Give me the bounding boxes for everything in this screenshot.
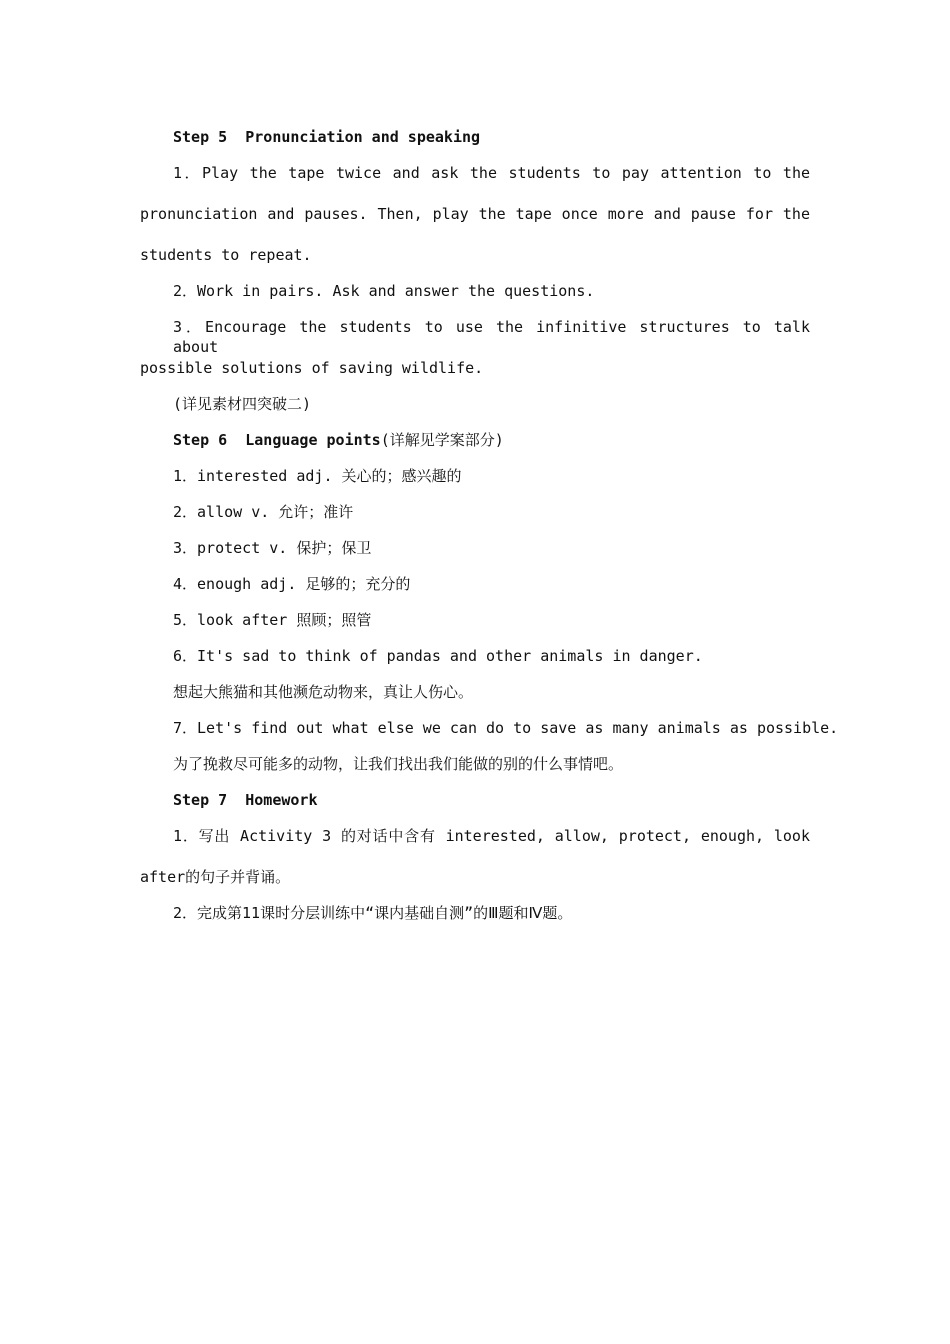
step6-heading: Step 6 Language points [173, 431, 381, 449]
language-point-7-translation: 为了挽救尽可能多的动物，让我们找出我们能做的别的什么事情吧。 [173, 755, 624, 773]
language-point-5: 5．look after 照顾；照管 [173, 611, 372, 629]
language-point-3: 3．protect v. 保护；保卫 [173, 539, 372, 557]
language-point-6: 6．It's sad to think of pandas and other animals in danger. [173, 647, 703, 665]
step7-item2: 2．完成第11课时分层训练中“课内基础自测”的Ⅲ题和Ⅳ题。 [173, 904, 573, 922]
language-point-1: 1．interested adj. 关心的；感兴趣的 [173, 467, 462, 485]
step5-item1-line1: 1．Play the tape twice and ask the students to pay attention to the [173, 164, 810, 182]
language-point-4: 4．enough adj. 足够的；充分的 [173, 575, 411, 593]
step6-heading-suffix: (详解见学案部分) [380, 431, 504, 449]
step5-item2: 2．Work in pairs. Ask and answer the questions. [173, 282, 595, 300]
language-point-6-translation: 想起大熊猫和其他濒危动物来，真让人伤心。 [173, 683, 474, 701]
step7-item1-line1: 1．写出 Activity 3 的对话中含有 interested, allow, protect, enough, look [173, 827, 810, 845]
step5-heading: Step 5 Pronunciation and speaking [173, 128, 481, 146]
step7-item1-line2: after的句子并背诵。 [140, 868, 291, 886]
step5-item1-line2: pronunciation and pauses. Then, play the tape once more and pause for the [140, 205, 810, 223]
step5-note: (详见素材四突破二) [173, 395, 312, 413]
language-point-7: 7．Let's find out what else we can do to save as many animals as possible. [173, 719, 839, 737]
step5-item3-line2: possible solutions of saving wildlife. [140, 359, 484, 377]
step6-heading-line [0, 430, 950, 450]
step5-item3-line1: 3．Encourage the students to use the infinitive structures to talk about [173, 318, 810, 356]
language-point-2: 2．allow v. 允许；准许 [173, 503, 354, 521]
step5-item1-line3: students to repeat. [140, 246, 312, 264]
step7-heading: Step 7 Homework [173, 791, 318, 809]
